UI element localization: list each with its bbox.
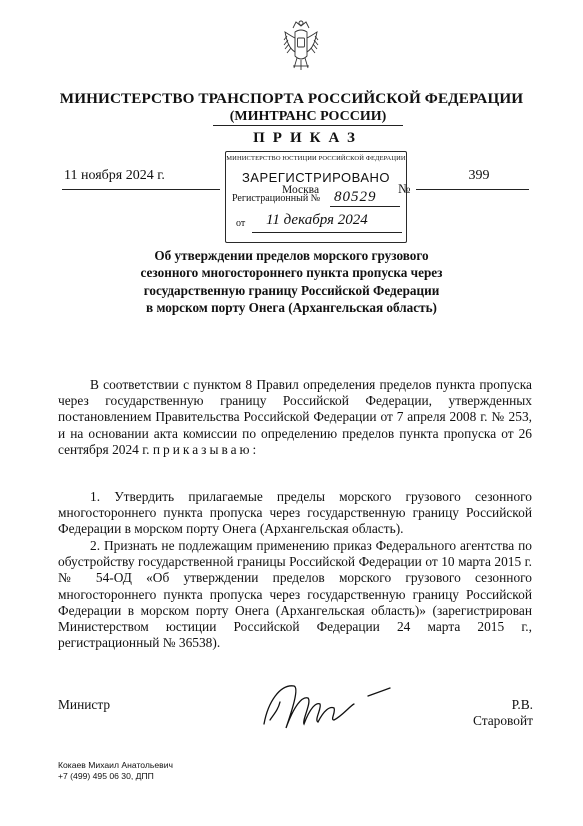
stamp-date-value: 11 декабря 2024 (266, 212, 368, 228)
order-keyword: приказываю: (152, 441, 260, 457)
handwritten-signature-icon (250, 662, 400, 742)
number-underline (416, 189, 529, 190)
stamp-date-label: от (236, 218, 246, 229)
order-title: Об утверждении пределов морского грузового сезонного многостороннего пункта пропуска через государственную границу Российской Федерации в морском порту Онега (Архангельская область) (140, 248, 443, 316)
signatory-name: Р.В. Старовойт (472, 697, 533, 728)
order-number: 399 (468, 168, 490, 183)
order-item-2: 2. Признать не подлежащим применению приказ Федерального агентства по обустройству государственной границы Российской Федерации от 10 марта 2015 г. № 54-ОД «Об утверждении пределов морского грузового сезонного многостороннего пункта пропуска через государственную границу Российской Федерации в морском порту Онега (Архангельская область)» (зарегистрирован Министерством юстиции Российской Федерации 24 марта 2015 г., регистрационный № 36538). (58, 538, 532, 651)
order-date: 11 ноября 2024 г. (64, 168, 165, 183)
signatory-role: Министр (58, 697, 111, 712)
number-sign: № (398, 181, 411, 196)
order-city: Москва (282, 184, 320, 196)
date-underline (62, 189, 220, 190)
stamp-reg-number-value: 80529 (334, 189, 377, 205)
stamp-date-underline (252, 232, 402, 233)
stamp-header: МИНИСТЕРСТВО ЮСТИЦИИ РОССИЙСКОЙ ФЕДЕРАЦИИ (226, 155, 406, 162)
department-short-name: (МИНТРАНС РОССИИ) (213, 109, 403, 126)
ministry-name: МИНИСТЕРСТВО ТРАНСПОРТА РОССИЙСКОЙ ФЕДЕРАЦИИ (59, 90, 524, 107)
stamp-reg-number-label: Регистрационный № (232, 193, 321, 204)
stamp-number-underline (330, 206, 400, 207)
registration-stamp (225, 151, 407, 243)
document-type: ПРИКАЗ (253, 130, 363, 146)
intro-text: В соответствии с пунктом 8 Правил определения пределов пункта пропуска через государственную границу Российской Федерации, утвержденных постановлением Правительства Российской Федерации от 7 апреля 2008 г. № 253, и на основании акта комиссии по определению пределов пункта пропуска от 26 сентября 2024 г. (58, 377, 532, 457)
coat-of-arms-emblem-icon (281, 18, 321, 74)
executor-name: Кокаев Михаил Анатольевич (58, 760, 173, 770)
stamp-registered-label: ЗАРЕГИСТРИРОВАНО (241, 170, 391, 185)
executor-phone: +7 (499) 495 06 30, ДПП (58, 771, 154, 781)
order-item-1: 1. Утвердить прилагаемые пределы морского грузового сезонного многостороннего пункта пропуска через государственную границу Российской Федерации в морском порту Онега (Архангельская область). (58, 489, 532, 537)
intro-paragraph (58, 377, 532, 458)
